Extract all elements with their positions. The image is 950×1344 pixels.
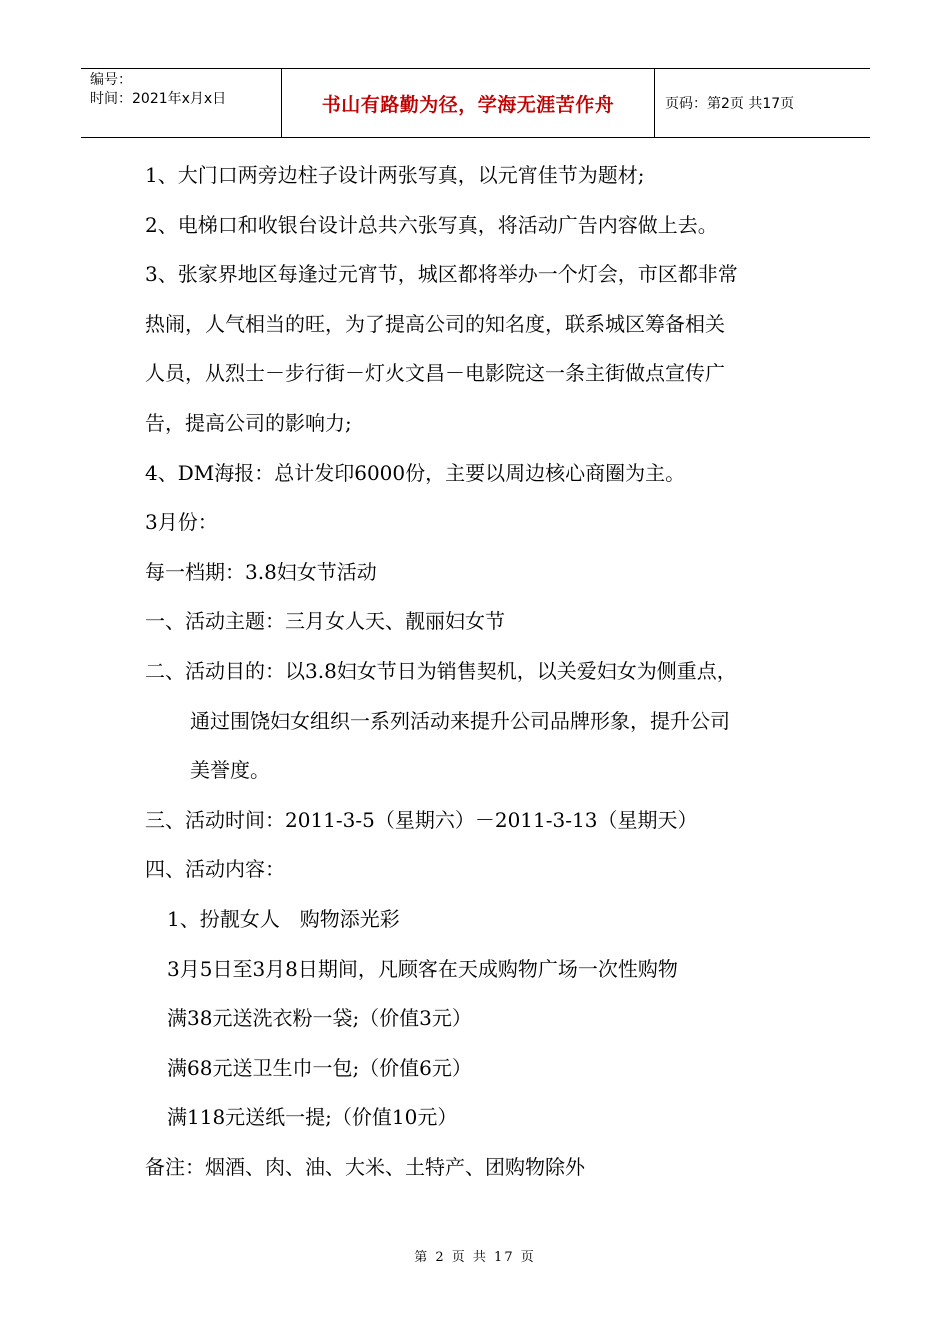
- header-page-info: 页码：第2页 共17页: [665, 96, 795, 112]
- document-header: [81, 68, 870, 138]
- body-line: 三、活动时间：2011-3-5（星期六）－2011-3-13（星期天）: [145, 807, 698, 832]
- body-line: 3、张家界地区每逢过元宵节，城区都将举办一个灯会，市区都非常: [145, 262, 738, 287]
- document-date-label: 时间：2021年x月x日: [90, 91, 227, 107]
- body-line: 1、大门口两旁边柱子设计两张写真，以元宵佳节为题材;: [145, 163, 645, 187]
- document-number-label: 编号：: [90, 72, 132, 88]
- body-line: 2、电梯口和收银台设计总共六张写真，将活动广告内容做上去。: [145, 212, 718, 237]
- body-line: 告，提高公司的影响力;: [145, 410, 352, 435]
- body-line: 热闹，人气相当的旺，为了提高公司的知名度，联系城区筹备相关: [145, 311, 725, 336]
- body-line: 每一档期：3.8妇女节活动: [145, 559, 377, 584]
- body-line: 备注：烟酒、肉、油、大米、土特产、团购物除外: [145, 1154, 585, 1179]
- body-line: 4、DM海报：总计发印6000份，主要以周边核心商圈为主。: [145, 460, 686, 485]
- section-heading: 3月份：: [145, 510, 218, 535]
- body-line: 人员，从烈士－步行街－灯火文昌－电影院这一条主街做点宣传广: [145, 361, 725, 386]
- body-line: 一、活动主题：三月女人天、靓丽妇女节: [145, 609, 505, 634]
- header-motto-cell: [282, 69, 655, 137]
- body-line-indented: 通过围饶妇女组织一系列活动来提升公司品牌形象，提升公司: [190, 708, 730, 733]
- body-line: 二、活动目的：以3.8妇女节日为销售契机，以关爱妇女为侧重点，: [145, 658, 737, 683]
- page-footer: 第 2 页 共 17 页: [414, 1250, 536, 1265]
- body-line-indented: 1、扮靓女人 购物添光彩: [167, 906, 400, 931]
- body-line-indented: 3月5日至3月8日期间，凡顾客在天成购物广场一次性购物: [167, 956, 678, 981]
- body-line-indented: 满68元送卫生巾一包;（价值6元）: [167, 1055, 472, 1080]
- body-line: 四、活动内容：: [145, 857, 285, 882]
- document-body: [145, 163, 825, 1204]
- body-line-indented: 美誉度。: [190, 758, 270, 783]
- header-page-cell: [655, 69, 870, 137]
- body-line-indented: 满38元送洗衣粉一袋;（价值3元）: [167, 1006, 472, 1031]
- header-meta-cell: [81, 69, 282, 137]
- body-line-indented: 满118元送纸一提;（价值10元）: [167, 1105, 458, 1130]
- header-motto: 书山有路勤为径，学海无涯苦作舟: [321, 93, 615, 116]
